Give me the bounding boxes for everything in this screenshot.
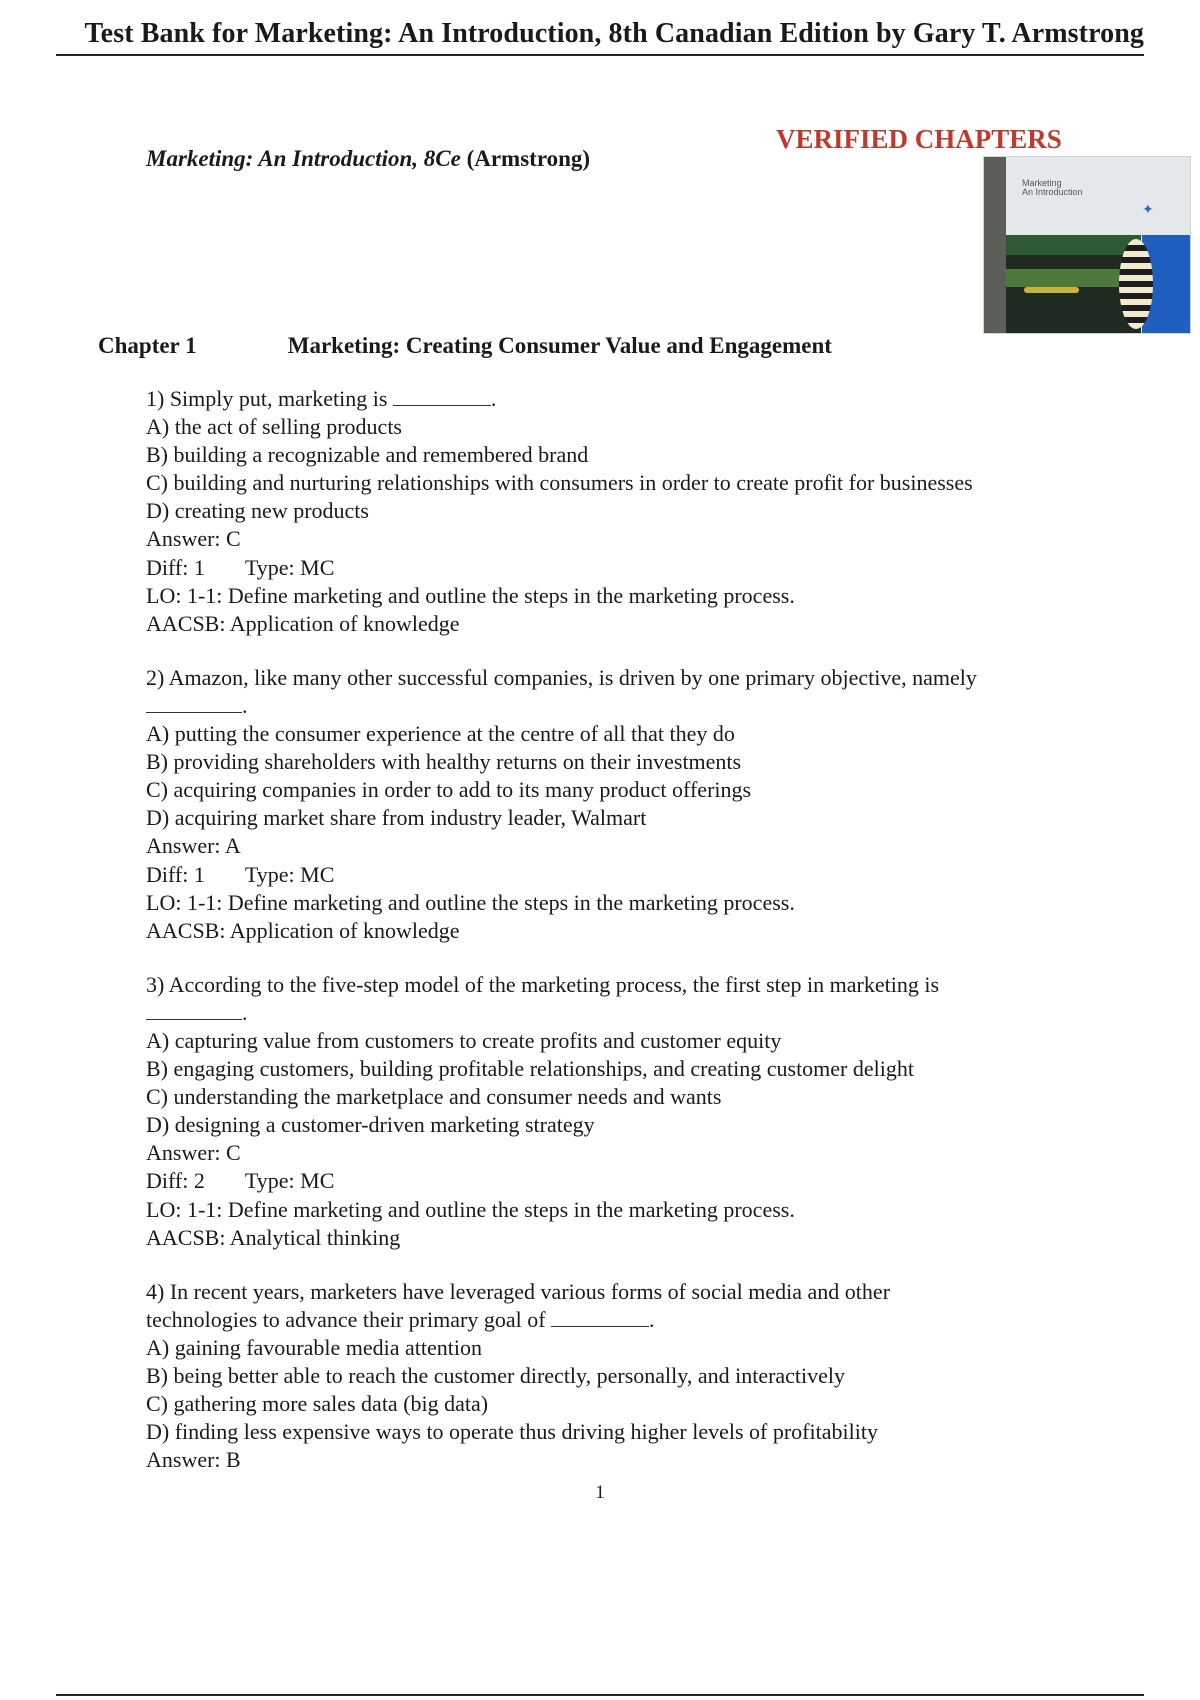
chapter-label: Chapter 1	[98, 333, 197, 358]
question-1	[146, 385, 1076, 638]
book-cover-image	[983, 156, 1191, 334]
question-stem: 4) In recent years, marketers have leveraged various forms of social media and other	[146, 1278, 891, 1304]
option-b: B) being better able to reach the customer directly, personally, and interactively	[146, 1363, 846, 1388]
book-author: (Armstrong)	[466, 146, 591, 171]
question-stem-blank: .	[146, 999, 1076, 1027]
question-2	[146, 664, 1076, 945]
option-c: C) gathering more sales data (big data)	[146, 1391, 489, 1417]
option-b: B) providing shareholders with healthy returns on their investments	[146, 749, 742, 775]
document-title: Test Bank for Marketing: An Introduction, 8th Canadian Edition by Gary T. Armstrong	[84, 18, 1144, 49]
question-stem-blank: .	[146, 692, 1076, 720]
book-title-line	[146, 146, 590, 172]
answer-blank	[146, 694, 242, 713]
option-a: A) capturing value from customers to create profits and customer equity	[146, 1027, 782, 1053]
option-c: C) understanding the marketplace and consumer needs and wants	[146, 1084, 722, 1110]
question-stem: 3) According to the five-step model of the marketing process, the first step in marketing is	[146, 971, 940, 997]
book-title: Marketing: An Introduction, 8Ce	[146, 146, 461, 171]
diff-type-line: Diff: 1 Type: MC	[146, 861, 335, 887]
chapter-heading	[98, 333, 832, 359]
question-4	[146, 1278, 1076, 1475]
option-d: D) creating new products	[146, 498, 369, 524]
dartboard-icon	[1119, 239, 1153, 329]
diff-type-line: Diff: 1 Type: MC	[146, 554, 335, 580]
option-d: D) acquiring market share from industry leader, Walmart	[146, 805, 647, 831]
page-number: 1	[595, 1482, 605, 1503]
verified-chapters-badge: VERIFIED CHAPTERS	[776, 124, 1062, 154]
cover-logo-icon: ✦	[1142, 202, 1154, 218]
answer-line: Answer: C	[146, 526, 241, 552]
aacsb-line: AACSB: Analytical thinking	[146, 1224, 401, 1250]
option-d: D) designing a customer-driven marketing strategy	[146, 1112, 595, 1138]
cover-title: Marketing An Introduction	[1022, 178, 1083, 197]
question-stem: 2) Amazon, like many other successful companies, is driven by one primary objective, namely	[146, 664, 977, 690]
diff-type-line: Diff: 2 Type: MC	[146, 1168, 335, 1194]
lo-line: LO: 1-1: Define marketing and outline the steps in the marketing process.	[146, 1196, 795, 1222]
question-list	[146, 385, 1076, 1500]
answer-blank	[393, 387, 491, 406]
option-a: A) the act of selling products	[146, 414, 402, 440]
option-c: C) building and nurturing relationships with consumers in order to create profit for businesses	[146, 470, 973, 496]
answer-line: Answer: C	[146, 1140, 241, 1166]
lo-line: LO: 1-1: Define marketing and outline the steps in the marketing process.	[146, 889, 795, 915]
aacsb-line: AACSB: Application of knowledge	[146, 917, 460, 943]
aacsb-line: AACSB: Application of knowledge	[146, 610, 460, 636]
option-a: A) putting the consumer experience at the centre of all that they do	[146, 721, 735, 747]
question-stem-cont: technologies to advance their primary goal of .	[146, 1306, 655, 1332]
chapter-title: Marketing: Creating Consumer Value and Engagement	[287, 333, 832, 358]
footer-divider	[56, 1694, 1144, 1696]
answer-blank	[146, 1001, 242, 1020]
option-c: C) acquiring companies in order to add to its many product offerings	[146, 777, 752, 803]
option-b: B) building a recognizable and remembered brand	[146, 442, 589, 468]
option-a: A) gaining favourable media attention	[146, 1334, 482, 1360]
answer-blank	[551, 1308, 649, 1327]
answer-line: Answer: A	[146, 833, 241, 859]
lo-line: LO: 1-1: Define marketing and outline the steps in the marketing process.	[146, 582, 795, 608]
option-d: D) finding less expensive ways to operate thus driving higher levels of profitability	[146, 1419, 878, 1445]
page-header	[56, 18, 1144, 56]
question-stem: 1) Simply put, marketing is .	[146, 386, 497, 411]
question-3	[146, 971, 1076, 1252]
answer-line: Answer: B	[146, 1447, 241, 1473]
option-b: B) engaging customers, building profitable relationships, and creating customer delight	[146, 1056, 914, 1082]
